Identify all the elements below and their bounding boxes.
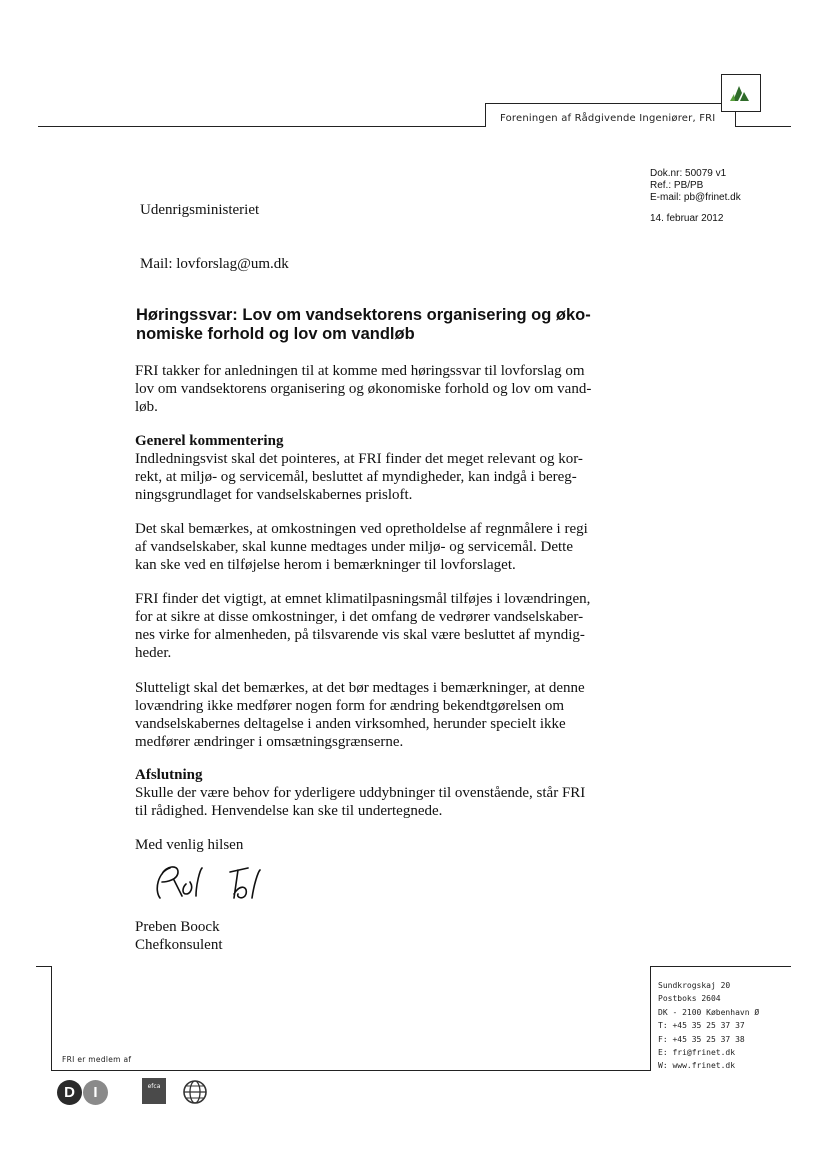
text-line: til rådighed. Henvendelse kan ske til undertegnede.	[135, 803, 443, 819]
heading-line-2: nomiske forhold og lov om vandløb	[136, 325, 415, 343]
di-d-badge-icon: D	[57, 1080, 82, 1105]
org-name: Foreningen af Rådgivende Ingeniører, FRI	[500, 113, 716, 124]
address-email: E: fri@frinet.dk	[658, 1048, 736, 1058]
paragraph-closing	[135, 766, 605, 820]
member-label: FRI er medlem af	[62, 1055, 132, 1064]
footer-rule-bottom	[51, 1070, 651, 1071]
letter-heading	[136, 306, 606, 344]
text-line: kan ske ved en tilføjelse herom i bemærkninger til lovforslaget.	[135, 557, 516, 573]
di-i-badge-icon: I	[83, 1080, 108, 1105]
address-pobox: Postboks 2604	[658, 994, 721, 1004]
signer-name: Preben Boock	[135, 919, 220, 935]
doc-date: 14. februar 2012	[650, 213, 724, 224]
address-street: Sundkrogskaj 20	[658, 981, 731, 990]
fri-triangle-logo-icon	[722, 75, 760, 111]
footer-address	[658, 979, 759, 1073]
paragraph-4	[135, 679, 605, 751]
footer-rule-left-vertical	[51, 966, 52, 1071]
address-phone: T: +45 35 25 37 37	[658, 1021, 745, 1031]
text-line: medfører ændringer i omsætningsgrænserne.	[135, 734, 404, 750]
fidic-globe-icon	[182, 1079, 208, 1110]
text-line: heder.	[135, 645, 172, 661]
section-heading-closing: Afslutning	[135, 767, 203, 783]
text-line: Indledningsvist skal det pointeres, at FRI finder det meget relevant og kor-	[135, 451, 583, 467]
address-city: DK - 2100 København Ø	[658, 1007, 760, 1017]
doc-email: E-mail: pb@frinet.dk	[650, 192, 741, 203]
text-line: Det skal bemærkes, at omkostningen ved opretholdelse af regnmålere i regi	[135, 521, 588, 537]
address-web: W: www.frinet.dk	[658, 1061, 736, 1071]
footer-rule-right-vertical	[650, 966, 651, 1071]
text-line: ningsgrundlaget for vandselskabernes prisloft.	[135, 487, 413, 503]
text-line: af vandselskaber, skal kunne medtages under miljø- og servicemål. Dette	[135, 539, 574, 555]
text-line: Skulle der være behov for yderligere uddybninger til ovenstående, står FRI	[135, 785, 586, 801]
text-line: lov om vandsektorens organisering og økonomiske forhold og lov om vand-	[135, 381, 592, 397]
text-line: FRI takker for anledningen til at komme med høringssvar til lovforslag om	[135, 363, 585, 379]
header-rule-right	[735, 126, 791, 127]
footer-rule-right-top	[650, 966, 791, 967]
text-line: rekt, at miljø- og servicemål, besluttet af myndigheder, kan indgå i bereg-	[135, 469, 577, 485]
signer-title: Chefkonsulent	[135, 937, 223, 953]
doc-number: Dok.nr: 50079 v1	[650, 168, 727, 179]
recipient-mail: Mail: lovforslag@um.dk	[140, 256, 289, 272]
paragraph-3	[135, 590, 605, 662]
paragraph-general	[135, 432, 605, 504]
paragraph-2	[135, 520, 605, 574]
header-rule-step	[485, 103, 486, 127]
text-line: lovændring ikke medfører nogen form for ændring bekendtgørelsen om	[135, 698, 565, 714]
greeting: Med venlig hilsen	[135, 837, 244, 853]
doc-ref: Ref.: PB/PB	[650, 180, 704, 191]
text-line: Slutteligt skal det bemærkes, at det bør medtages i bemærkninger, at denne	[135, 680, 585, 696]
efca-logo-icon: efca	[142, 1078, 166, 1104]
footer-rule-left-top	[36, 966, 51, 967]
signer-block	[135, 918, 605, 954]
text-line: FRI finder det vigtigt, at emnet klimatilpasningsmål tilføjes i lovændringen,	[135, 591, 591, 607]
text-line: løb.	[135, 399, 158, 415]
header-rule-top	[485, 103, 735, 104]
header-rule-left	[38, 126, 485, 127]
address-fax: F: +45 35 25 37 38	[658, 1034, 745, 1044]
doc-meta	[650, 168, 741, 225]
recipient: Udenrigsministeriet	[140, 202, 260, 218]
text-line: for at sikre at disse omkostninger, i det omfang de vedrører vandselskaber-	[135, 609, 584, 625]
section-heading-general: Generel kommentering	[135, 433, 284, 449]
heading-line-1: Høringssvar: Lov om vandsektorens organisering og øko-	[136, 306, 591, 324]
text-line: vandselskabernes deltagelse i anden virksomhed, herunder specielt ikke	[135, 716, 566, 732]
text-line: nes virke for almenheden, på tilsvarende vis skal være besluttet af myndig-	[135, 627, 585, 643]
paragraph-intro	[135, 362, 605, 416]
handwritten-signature	[148, 860, 278, 915]
fri-logo	[721, 74, 761, 112]
